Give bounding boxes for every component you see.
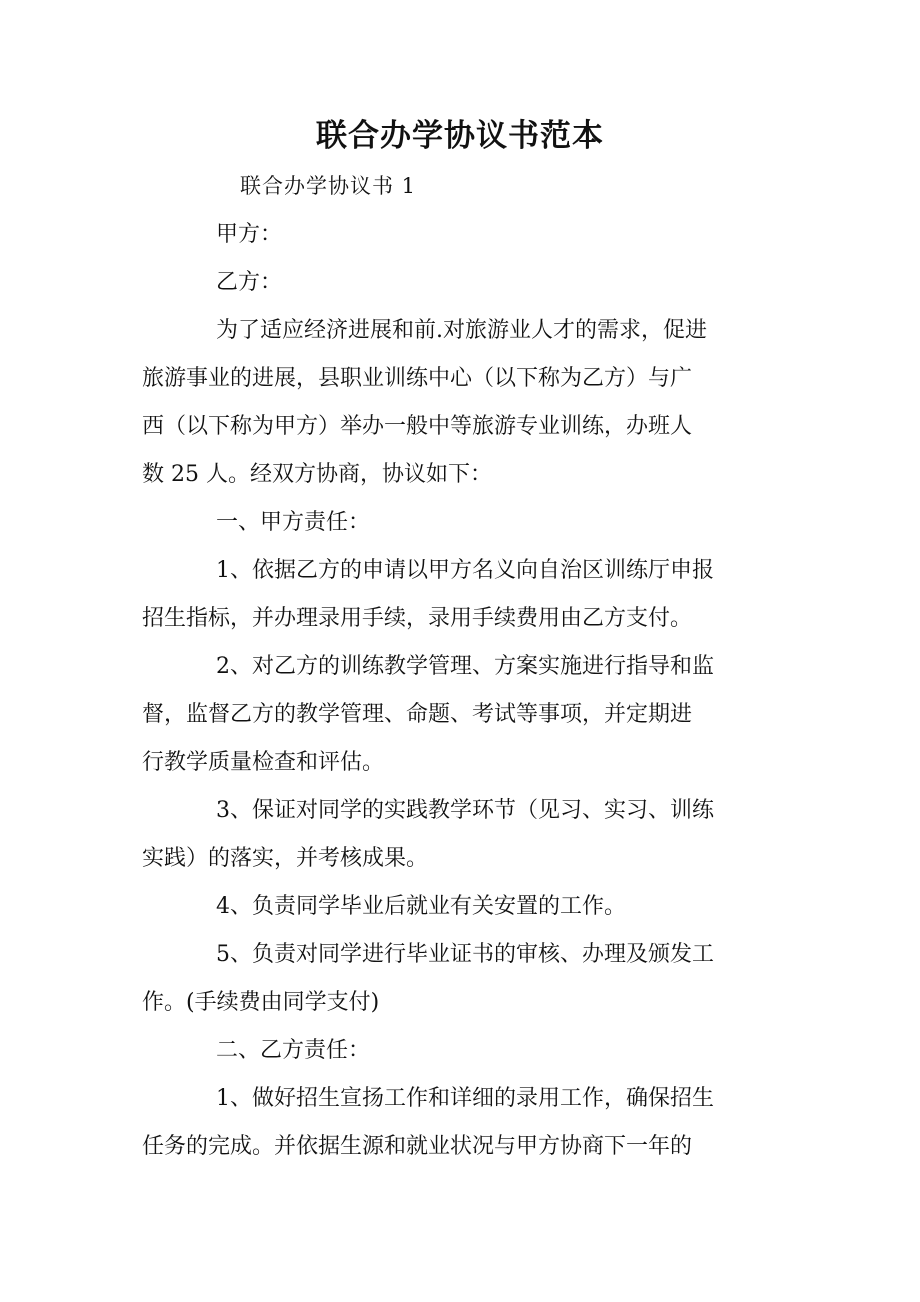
- a-item-1-line-1: 1、依据乙方的申请以甲方名义向自治区训练厅申报: [216, 558, 714, 583]
- a-item-5-line-2: 作。(手续费由同学支付): [142, 990, 380, 1015]
- intro-line-2: 旅游事业的进展，县职业训练中心（以下称为乙方）与广: [142, 366, 693, 391]
- a-item-3-line-1: 3、保证对同学的实践教学环节（见习、实习、训练: [216, 798, 714, 823]
- b-item-1-line-2: 任务的完成。并依据生源和就业状况与甲方协商下一年的: [142, 1134, 693, 1159]
- b-item-1-line-1: 1、做好招生宣扬工作和详细的录用工作，确保招生: [216, 1086, 714, 1111]
- document-title: 联合办学协议书范本: [316, 118, 604, 154]
- a-item-1-line-2: 招生指标，并办理录用手续，录用手续费用由乙方支付。: [142, 606, 693, 631]
- a-item-5-line-1: 5、负责对同学进行毕业证书的审核、办理及颁发工: [216, 942, 714, 967]
- a-item-3-line-2: 实践）的落实，并考核成果。: [142, 846, 429, 871]
- a-item-2-line-1: 2、对乙方的训练教学管理、方案实施进行指导和监: [216, 654, 714, 679]
- intro-line-3: 西（以下称为甲方）举办一般中等旅游专业训练，办班人: [142, 414, 693, 439]
- a-item-4-line-1: 4、负责同学毕业后就业有关安置的工作。: [216, 894, 626, 919]
- section-heading-b: 二、乙方责任：: [216, 1038, 371, 1063]
- section-heading-a: 一、甲方责任：: [216, 510, 371, 535]
- a-item-2-line-3: 行教学质量检查和评估。: [142, 750, 385, 775]
- party-b-line: 乙方：: [216, 270, 283, 295]
- a-item-2-line-2: 督，监督乙方的教学管理、命题、考试等事项，并定期进: [142, 702, 693, 727]
- party-a-line: 甲方：: [216, 222, 283, 247]
- intro-line-4: 数 25 人。经双方协商，协议如下：: [142, 462, 492, 487]
- intro-line-1: 为了适应经济进展和前.对旅游业人才的需求，促进: [216, 318, 707, 343]
- document-subtitle: 联合办学协议书 1: [240, 174, 417, 198]
